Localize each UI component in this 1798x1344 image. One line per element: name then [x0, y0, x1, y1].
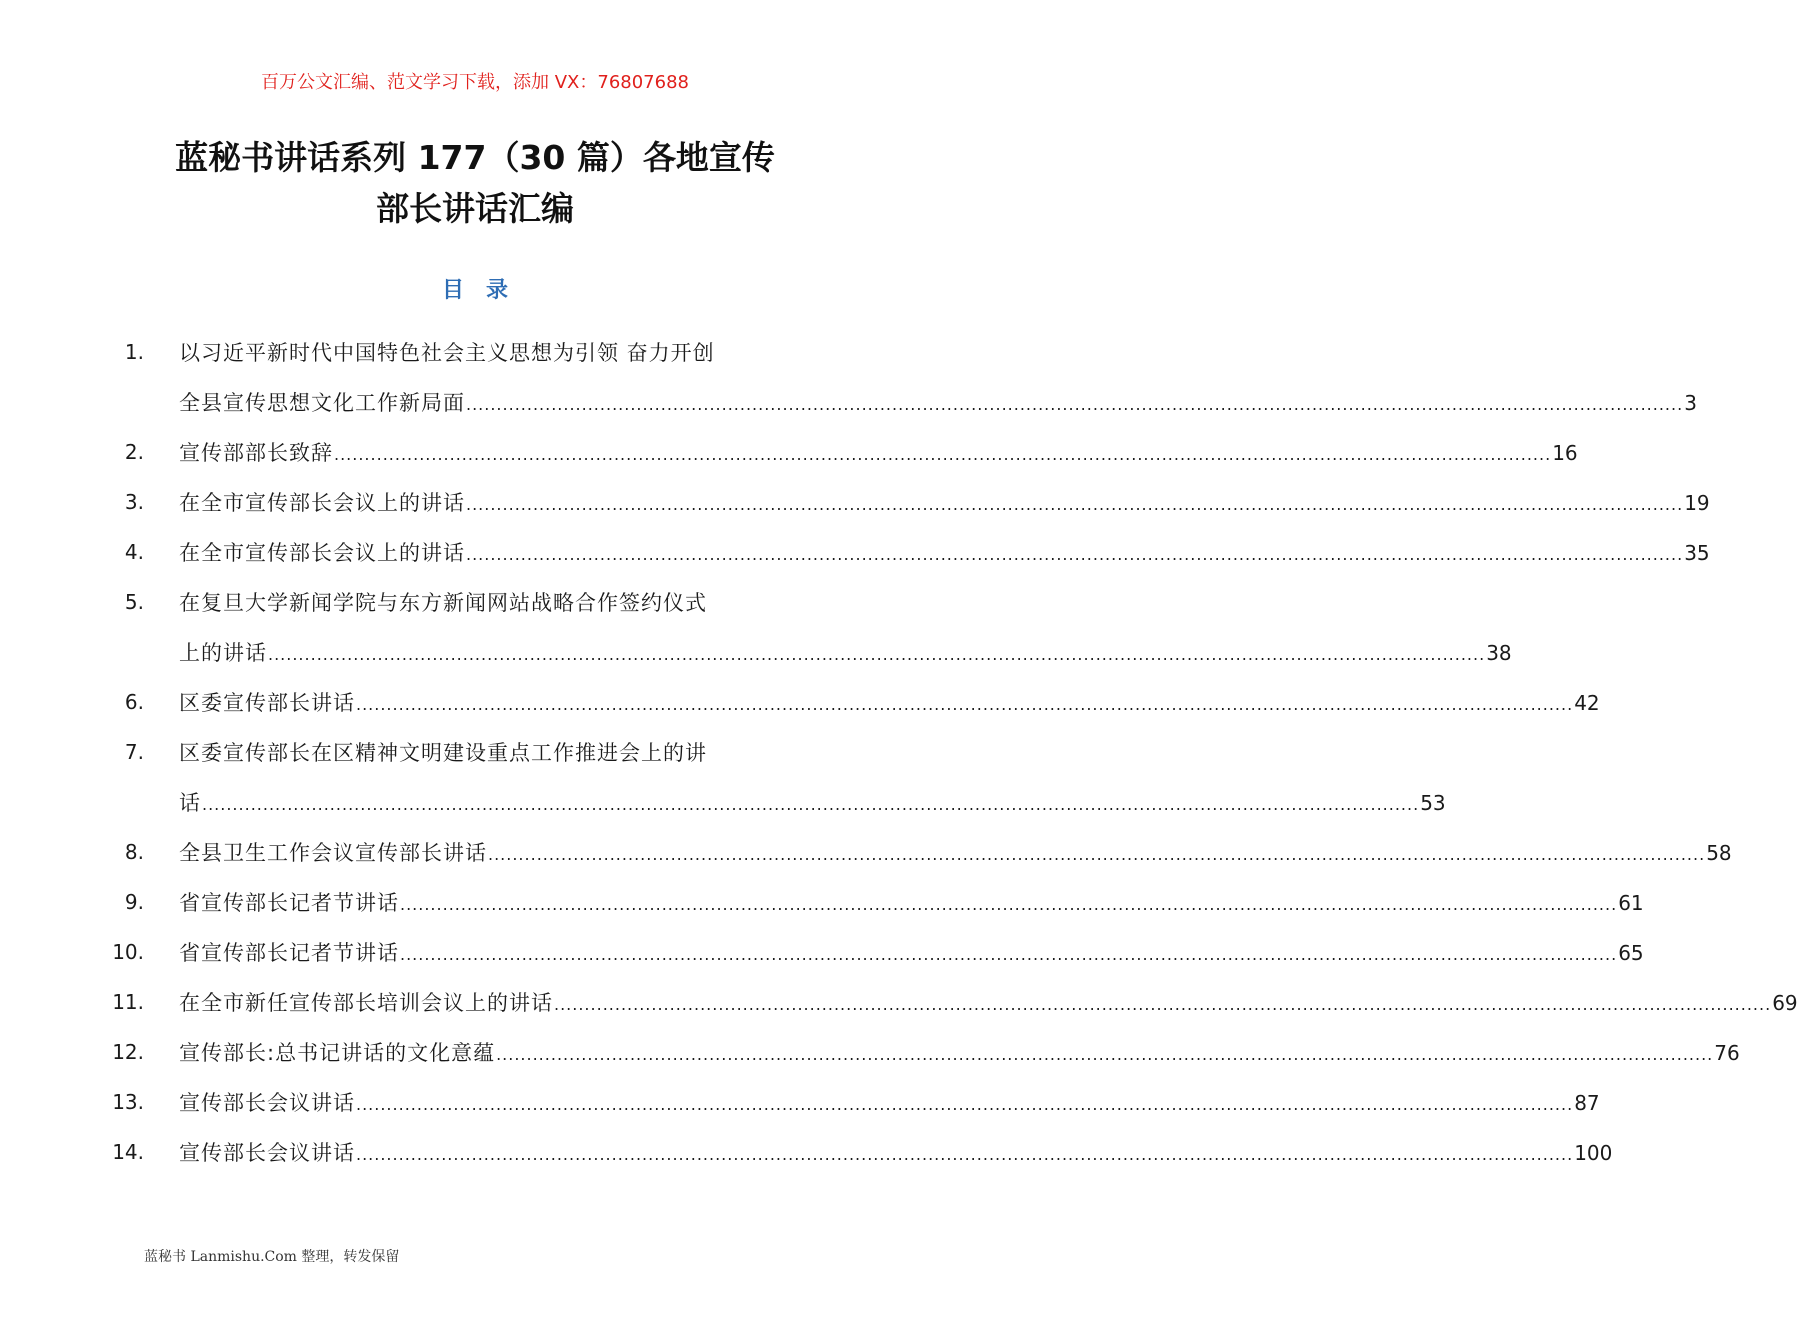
toc-entry-line[interactable]: [0, 326, 950, 376]
toc-entry-number: 5.: [124, 590, 144, 614]
toc-entry-text: 在全市新任宣传部长培训会议上的讲话: [179, 991, 553, 1015]
toc-entry-page-number: 76: [1714, 1041, 1740, 1065]
toc-entry-leader-row: [179, 1037, 1740, 1067]
toc-entry-page-number: 53: [1420, 791, 1446, 815]
toc-dot-leader: ........................................................................................................................................................................................................: [488, 845, 1706, 864]
toc-entry-line[interactable]: [0, 876, 1644, 926]
toc-entry-leader-row: [179, 1087, 1600, 1117]
toc-entry-number: 4.: [124, 540, 144, 564]
toc-entry-line[interactable]: [0, 626, 1512, 676]
toc-dot-leader: ........................................................................................................................................................................................................: [202, 795, 1420, 814]
toc-entry-page-number: 87: [1574, 1091, 1600, 1115]
toc-entry-text: 省宣传部长记者节讲话: [179, 941, 399, 965]
toc-entry-leader-row: [179, 787, 1446, 817]
toc-entry-number: 11.: [112, 990, 144, 1014]
toc-entry-text: 宣传部长会议讲话: [179, 1141, 355, 1165]
toc-entry-leader-row: [179, 887, 1644, 917]
toc-entry-text: 全县卫生工作会议宣传部长讲话: [179, 841, 487, 865]
toc-entry-page-number: 65: [1618, 941, 1644, 965]
toc-entry-text: 宣传部长会议讲话: [179, 1091, 355, 1115]
toc-entry-line[interactable]: [0, 826, 1732, 876]
toc-entry-text: 上的讲话: [179, 641, 267, 665]
toc-entry-text: 话: [179, 791, 201, 815]
toc-entry-number: 10.: [112, 940, 144, 964]
toc-dot-leader: ........................................................................................................................................................................................................: [466, 545, 1684, 564]
toc-entry-line[interactable]: [0, 476, 1710, 526]
toc-entry-text: 省宣传部长记者节讲话: [179, 891, 399, 915]
toc-entry-leader-row: [179, 837, 1732, 867]
toc-entry-text: 宣传部长:总书记讲话的文化意蕴: [179, 1041, 496, 1065]
toc-entry-number: 12.: [112, 1040, 144, 1064]
toc-dot-leader: ........................................................................................................................................................................................................: [400, 895, 1618, 914]
toc-dot-leader: ........................................................................................................................................................................................................: [496, 1045, 1714, 1064]
toc-entry-text: 宣传部部长致辞: [179, 441, 333, 465]
toc-entry-text: 在全市宣传部长会议上的讲话: [179, 491, 465, 515]
toc-entry-text: 在全市宣传部长会议上的讲话: [179, 541, 465, 565]
document-title-line-1: 蓝秘书讲话系列 177（30 篇）各地宣传: [175, 138, 775, 177]
toc-entry-leader-row: [179, 1137, 1613, 1167]
toc-entry-text: 全县宣传思想文化工作新局面: [179, 391, 465, 415]
document-title-line-2: 部长讲话汇编: [376, 189, 574, 228]
toc-entry-line[interactable]: [0, 676, 1600, 726]
toc-entry-leader-row: [179, 487, 1710, 517]
toc-dot-leader: ........................................................................................................................................................................................................: [268, 645, 1486, 664]
toc-entry-page-number: 38: [1486, 641, 1512, 665]
toc-entry-text: 以习近平新时代中国特色社会主义思想为引领 奋力开创: [179, 341, 715, 365]
toc-dot-leader: ........................................................................................................................................................................................................: [356, 1095, 1574, 1114]
toc-entry-number: 6.: [124, 690, 144, 714]
promo-banner: 百万公文汇编、范文学习下载，添加 VX：76807688: [261, 72, 689, 93]
toc-entry-text: 区委宣传部长讲话: [179, 691, 355, 715]
toc-dot-leader: ........................................................................................................................................................................................................: [466, 395, 1684, 414]
toc-entry-number: 13.: [112, 1090, 144, 1114]
toc-entry-line[interactable]: [0, 376, 1697, 426]
toc-entry-page-number: 42: [1574, 691, 1600, 715]
toc-entry-line[interactable]: [0, 726, 950, 776]
toc-entry-leader-row: [179, 937, 1644, 967]
toc-dot-leader: ........................................................................................................................................................................................................: [356, 1145, 1574, 1164]
toc-entry-line[interactable]: [0, 426, 1578, 476]
toc-entry-leader-row: [179, 537, 1710, 567]
toc-entry-number: 1.: [124, 340, 144, 364]
toc-entry-text: 区委宣传部长在区精神文明建设重点工作推进会上的讲: [179, 741, 707, 765]
toc-entry-leader-row: [179, 387, 1697, 417]
toc-entry-leader-row: [179, 987, 1798, 1017]
toc-entry-number: 3.: [124, 490, 144, 514]
toc-entry-number: 7.: [124, 740, 144, 764]
toc-entry-page-number: 100: [1574, 1141, 1613, 1165]
toc-dot-leader: ........................................................................................................................................................................................................: [466, 495, 1684, 514]
toc-entry-number: 14.: [112, 1140, 144, 1164]
toc-dot-leader: ........................................................................................................................................................................................................: [356, 695, 1574, 714]
toc-entry-number: 9.: [124, 890, 144, 914]
toc-entry-page-number: 58: [1706, 841, 1732, 865]
toc-entry-line[interactable]: [0, 576, 950, 626]
toc-entry-page-number: 35: [1684, 541, 1710, 565]
toc-entry-leader-row: [179, 437, 1578, 467]
footer-note: 蓝秘书 Lanmishu.Com 整理，转发保留: [144, 1249, 400, 1265]
toc-entry-line[interactable]: [0, 526, 1710, 576]
toc-entry-line[interactable]: [0, 1126, 1613, 1176]
toc-entry-text: 在复旦大学新闻学院与东方新闻网站战略合作签约仪式: [179, 591, 707, 615]
toc-dot-leader: ........................................................................................................................................................................................................: [334, 445, 1552, 464]
toc-heading: 目录: [441, 278, 530, 303]
toc-entry-page-number: 61: [1618, 891, 1644, 915]
toc-entry-page-number: 16: [1552, 441, 1578, 465]
toc-entry-line[interactable]: [0, 1026, 1740, 1076]
toc-entry-line[interactable]: [0, 976, 1798, 1026]
toc-entry-page-number: 69: [1772, 991, 1798, 1015]
toc-entry-number: 2.: [124, 440, 144, 464]
toc-entry-page-number: 19: [1684, 491, 1710, 515]
toc-dot-leader: ........................................................................................................................................................................................................: [554, 995, 1772, 1014]
toc-entry-leader-row: [179, 637, 1512, 667]
toc-entry-number: 8.: [124, 840, 144, 864]
toc-dot-leader: ........................................................................................................................................................................................................: [400, 945, 1618, 964]
toc-entry-leader-row: [179, 687, 1600, 717]
toc-entry-line[interactable]: [0, 1076, 1600, 1126]
toc-entry-line[interactable]: [0, 926, 1644, 976]
table-of-contents: [0, 326, 1798, 1176]
toc-entry-line[interactable]: [0, 776, 1446, 826]
toc-entry-page-number: 3: [1684, 391, 1697, 415]
